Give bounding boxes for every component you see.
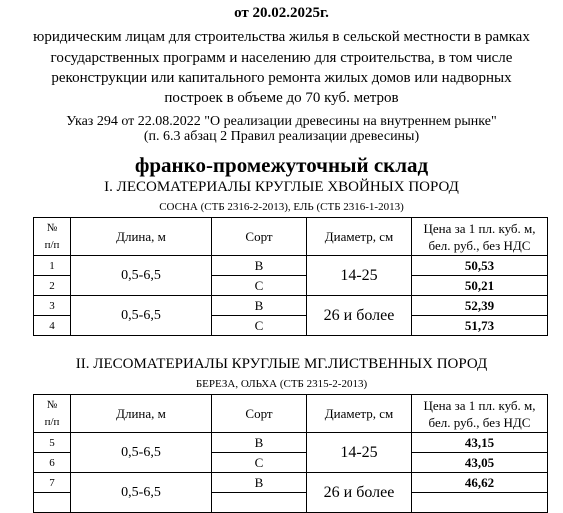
- section-2-subtitle: БЕРЕЗА, ОЛЬХА (СТБ 2315-2-2013): [195, 378, 368, 390]
- grade-cell: С: [212, 316, 307, 336]
- intro-line-4: построек в объеме до 70 куб. метров: [164, 90, 399, 106]
- header-diameter: Диаметр, см: [307, 218, 412, 256]
- price-cell: 50,21: [412, 276, 548, 296]
- header-num: [34, 395, 71, 433]
- price-cell: 43,05: [412, 453, 548, 473]
- grade-cell: С: [212, 276, 307, 296]
- price-table-conifer: [33, 217, 548, 336]
- grade-cell: В: [212, 256, 307, 276]
- header-num-bottom: п/п: [44, 415, 60, 428]
- section-2-title: II. ЛЕСОМАТЕРИАЛЫ КРУГЛЫЕ МГ.ЛИСТВЕННЫХ ПОРОД: [75, 356, 488, 372]
- length-cell: 0,5-6,5: [71, 433, 212, 473]
- decree-clause: (п. 6.3 абзац 2 Правил реализации древесины): [143, 129, 420, 144]
- header-length: Длина, м: [71, 218, 212, 256]
- header-num: [34, 218, 71, 256]
- header-price: [412, 395, 548, 433]
- table-row: [34, 256, 548, 276]
- price-cell: 50,53: [412, 256, 548, 276]
- header-price-line-2: бел. руб., без НДС: [428, 237, 531, 253]
- row-number: 6: [34, 453, 71, 473]
- intro-line-2: государственных программ и населению для строительства, в том числе: [50, 50, 513, 66]
- header-price-line-1: Цена за 1 пл. куб. м,: [423, 397, 536, 413]
- grade-cell: С: [212, 453, 307, 473]
- header-price-line-2: бел. руб., без НДС: [428, 414, 531, 430]
- table-row: [34, 296, 548, 316]
- header-length: Длина, м: [71, 395, 212, 433]
- section-1-subtitle: СОСНА (СТБ 2316-2-2013), ЕЛЬ (СТБ 2316-1-2013): [159, 201, 404, 213]
- decree-reference: Указ 294 от 22.08.2022 "О реализации древесины на внутреннем рынке": [66, 114, 497, 129]
- grade-cell: [212, 493, 307, 513]
- price-cell: 46,62: [412, 473, 548, 493]
- diameter-cell: 14-25: [307, 433, 412, 473]
- header-num-top: №: [46, 398, 58, 411]
- table-header-row: [34, 218, 548, 256]
- grade-cell: В: [212, 473, 307, 493]
- price-table-deciduous: [33, 394, 548, 513]
- intro-line-3: реконструкции или капитального ремонта жилых домов или надворных: [51, 70, 512, 86]
- diameter-cell: 14-25: [307, 256, 412, 296]
- row-number: 3: [34, 296, 71, 316]
- row-number: [34, 493, 71, 513]
- row-number: 7: [34, 473, 71, 493]
- grade-cell: В: [212, 296, 307, 316]
- length-cell: 0,5-6,5: [71, 473, 212, 513]
- header-diameter: Диаметр, см: [307, 395, 412, 433]
- price-cell: 43,15: [412, 433, 548, 453]
- price-cell: [412, 493, 548, 513]
- grade-cell: В: [212, 433, 307, 453]
- price-cell: 51,73: [412, 316, 548, 336]
- section-1-title: I. ЛЕСОМАТЕРИАЛЫ КРУГЛЫЕ ХВОЙНЫХ ПОРОД: [104, 179, 459, 195]
- table-row: [34, 473, 548, 493]
- row-number: 4: [34, 316, 71, 336]
- length-cell: 0,5-6,5: [71, 256, 212, 296]
- header-grade: Сорт: [212, 395, 307, 433]
- header-grade: Сорт: [212, 218, 307, 256]
- header-price: [412, 218, 548, 256]
- table-header-row: [34, 395, 548, 433]
- header-num-top: №: [46, 221, 58, 234]
- header-price-line-1: Цена за 1 пл. куб. м,: [423, 220, 536, 236]
- warehouse-heading: франко-промежуточный склад: [134, 153, 429, 177]
- table-row: [34, 433, 548, 453]
- intro-line-1: юридическим лицам для строительства жилья в сельской местности в рамках: [33, 29, 530, 45]
- header-num-bottom: п/п: [44, 238, 60, 251]
- diameter-cell: 26 и более: [307, 296, 412, 336]
- row-number: 5: [34, 433, 71, 453]
- diameter-cell: 26 и более: [307, 473, 412, 513]
- length-cell: 0,5-6,5: [71, 296, 212, 336]
- row-number: 1: [34, 256, 71, 276]
- document-date: от 20.02.2025г.: [234, 5, 329, 21]
- price-cell: 52,39: [412, 296, 548, 316]
- row-number: 2: [34, 276, 71, 296]
